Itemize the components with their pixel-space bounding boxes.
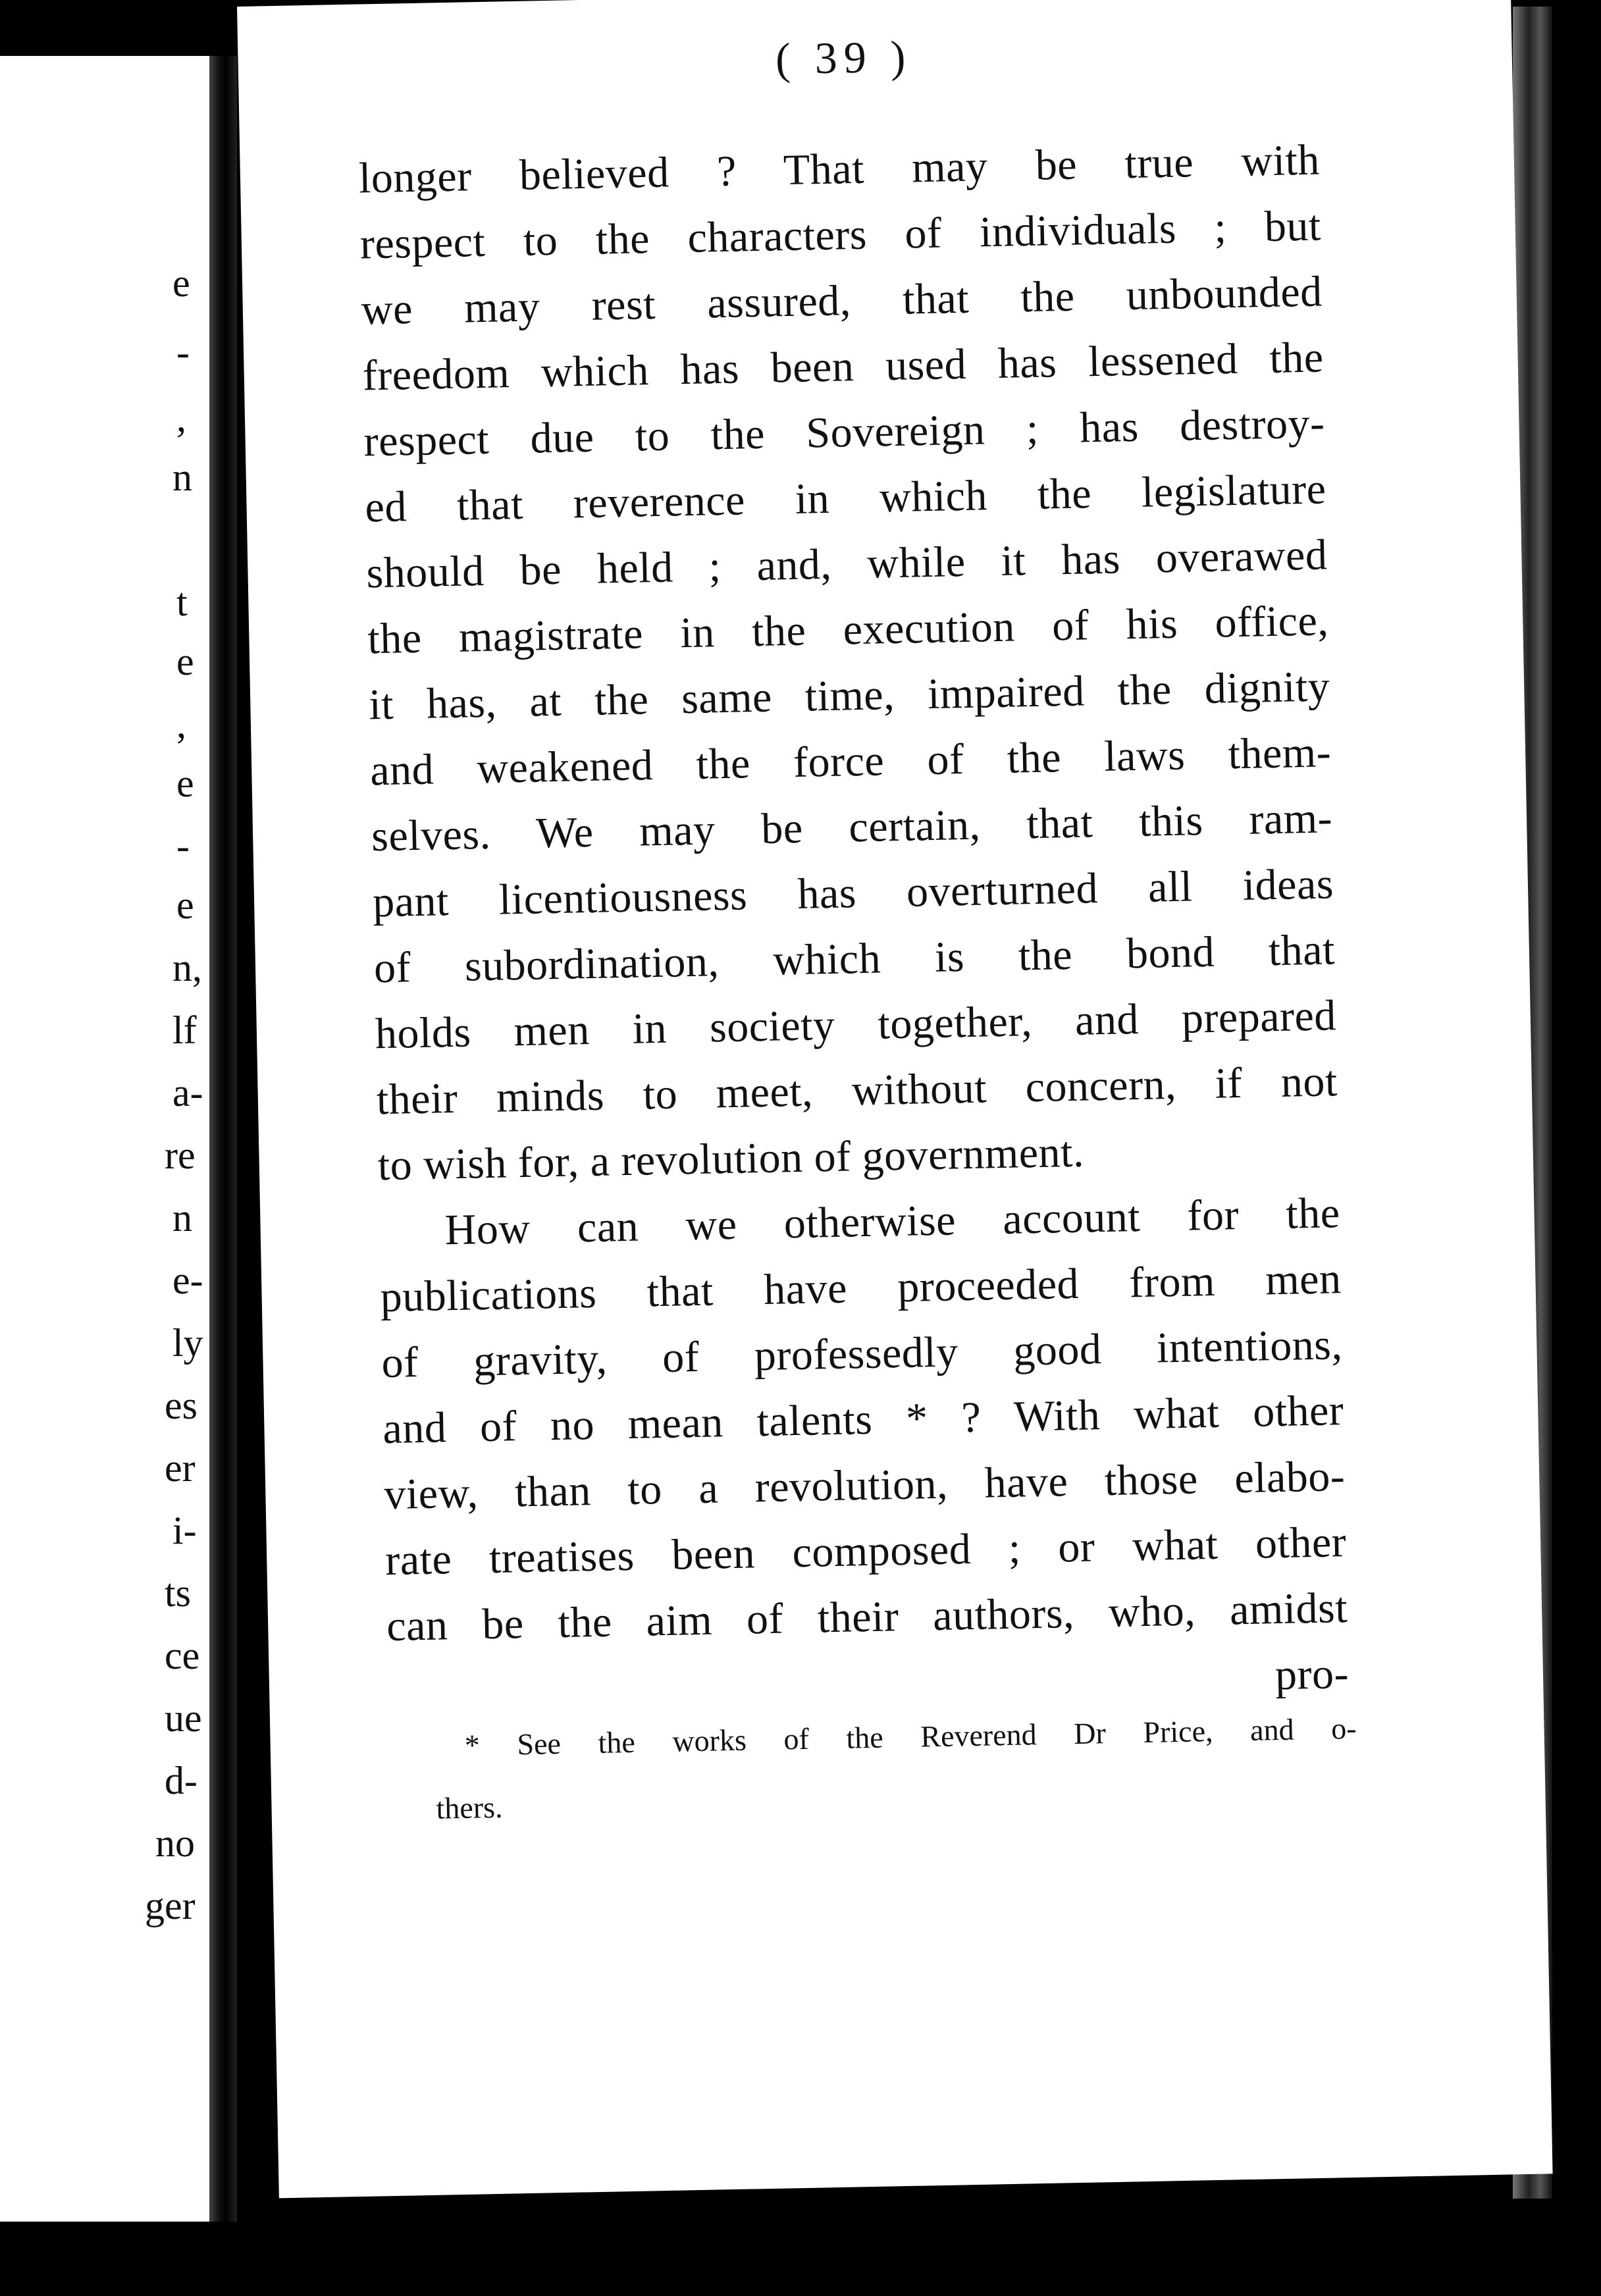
body-text xyxy=(358,127,1350,1725)
left-facing-page xyxy=(0,56,209,2222)
text-line: rate treatises been composed ; or what other xyxy=(384,1518,1347,1585)
text-line: holds men in society together, and prepared xyxy=(375,991,1337,1058)
text-line: should be held ; and, while it has overawed xyxy=(365,531,1328,598)
margin-fragment: d- xyxy=(165,1759,197,1802)
margin-fragment: er xyxy=(165,1446,196,1490)
margin-fragment: e xyxy=(176,762,194,805)
text-line: and weakened the force of the laws them- xyxy=(369,728,1332,795)
margin-fragment: no xyxy=(155,1821,195,1865)
margin-fragment: n xyxy=(172,1196,192,1239)
book-page xyxy=(237,0,1553,2198)
catchword: pro- xyxy=(1274,1650,1350,1700)
text-line: How can we otherwise account for the xyxy=(444,1189,1341,1255)
margin-fragment: ce xyxy=(165,1634,200,1677)
margin-fragment: ly xyxy=(172,1321,203,1365)
margin-fragment: re xyxy=(165,1134,196,1177)
footnote xyxy=(434,1697,1358,1840)
margin-fragment: e xyxy=(176,883,194,927)
text-line: to wish for, a revolution of government. xyxy=(377,1128,1085,1190)
text-line: we may rest assured, that the unbounded xyxy=(361,267,1323,334)
margin-fragment: lf xyxy=(172,1008,197,1052)
text-line: can be the aim of their authors, who, amidst xyxy=(386,1584,1348,1651)
page-number: ( 39 ) xyxy=(775,31,913,84)
margin-fragment: e xyxy=(172,261,190,305)
text-line: of subordination, which is the bond that xyxy=(373,926,1336,993)
margin-fragment: e xyxy=(176,640,194,683)
book-gutter xyxy=(209,56,237,2222)
text-line: it has, at the same time, impaired the dignity xyxy=(368,662,1330,729)
text-line: ed that reverence in which the legislature xyxy=(364,465,1327,532)
text-line: freedom which has been used has lessened the xyxy=(362,333,1325,400)
margin-fragment: , xyxy=(176,396,186,440)
margin-fragment: , xyxy=(176,702,186,746)
text-line: pant licentiousness has overturned all ideas xyxy=(372,860,1334,927)
margin-fragment: es xyxy=(165,1384,197,1427)
text-line: respect to the characters of individuals ; but xyxy=(359,201,1322,269)
text-line: publications that have proceeded from men xyxy=(379,1255,1342,1322)
text-line: selves. We may be certain, that this ram- xyxy=(371,794,1333,861)
text-line: respect due to the Sovereign ; has destroy- xyxy=(363,399,1326,466)
text-line: of gravity, of professedly good intentions, xyxy=(381,1320,1344,1388)
margin-fragment: i- xyxy=(172,1509,197,1552)
left-page-margin-fragments xyxy=(0,56,209,2222)
margin-fragment: ts xyxy=(165,1571,192,1615)
footnote-line: * See the works of the Reverend Dr Price, and o- xyxy=(464,1711,1357,1762)
margin-fragment: n, xyxy=(172,946,202,989)
footnote-line: thers. xyxy=(436,1790,503,1825)
margin-fragment: e- xyxy=(172,1259,203,1302)
text-line: their minds to meet, without concern, if not xyxy=(376,1057,1338,1124)
margin-fragment: - xyxy=(176,330,190,374)
margin-fragment: t xyxy=(176,581,188,624)
text-line: longer believed ? That may be true with xyxy=(358,136,1321,203)
text-line: the magistrate in the execution of his office, xyxy=(367,596,1329,664)
margin-fragment: a- xyxy=(172,1071,203,1114)
text-line: and of no mean talents * ? With what other xyxy=(382,1386,1344,1453)
text-line: view, than to a revolution, have those elabo- xyxy=(383,1452,1346,1519)
margin-fragment: ger xyxy=(145,1884,196,1927)
margin-fragment: n xyxy=(172,456,192,499)
margin-fragment: ue xyxy=(165,1696,202,1740)
margin-fragment: - xyxy=(176,824,190,868)
